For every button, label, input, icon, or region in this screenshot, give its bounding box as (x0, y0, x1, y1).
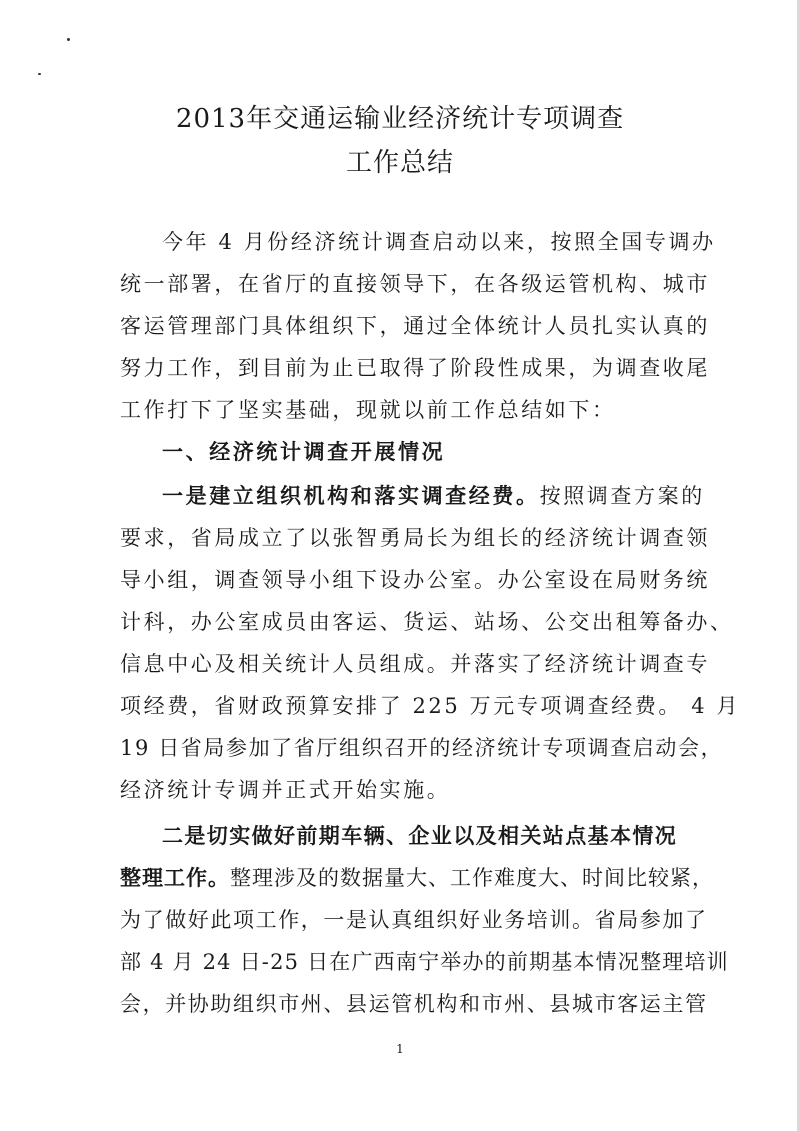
paragraph-3-bold-lead: 整理工作。 (120, 866, 230, 890)
page-number: 1 (396, 1042, 404, 1056)
paragraph-1-line: 努力工作，到目前为止已取得了阶段性成果，为调查收尾 (120, 356, 710, 380)
paragraph-1-line: 今年 4 月份经济统计调查启动以来，按照全国专调办 (162, 230, 716, 254)
paragraph-1-line: 客运管理部门具体组织下，通过全体统计人员扎实认真的 (120, 314, 710, 338)
document-title-line-1: 2013年交通运输业经济统计专项调查 (175, 104, 625, 134)
paragraph-2-line: 计科，办公室成员由客运、货运、站场、公交出租筹备办、 (120, 610, 734, 634)
paragraph-3-bold-line: 二是切实做好前期车辆、企业以及相关站点基本情况 (162, 824, 678, 848)
scan-speck (38, 73, 41, 75)
paragraph-2-line: 导小组，调查领导小组下设办公室。办公室设在局财务统 (120, 568, 710, 592)
paragraph-1-line: 统一部署，在省厅的直接领导下，在各级运管机构、城市 (120, 272, 710, 296)
paragraph-1-line: 工作打下了坚实基础，现就以前工作总结如下： (120, 398, 616, 422)
paragraph-3-line: 为了做好此项工作，一是认真组织好业务培训。省局参加了 (120, 908, 708, 932)
paragraph-2-line: 要求，省局成立了以张智勇局长为组长的经济统计调查领 (120, 526, 710, 550)
paragraph-2-line: 经济统计专调并正式开始实施。 (120, 778, 451, 802)
paragraph-3-line: 会，并协助组织市州、县运管机构和市州、县城市客运主管 (120, 992, 708, 1016)
paragraph-2-lead-rest: 按照调查方案的 (539, 484, 705, 508)
paragraph-2-line: 信息中心及相关统计人员组成。并落实了经济统计调查专 (120, 652, 710, 676)
scan-speck (67, 38, 70, 41)
section-heading: 一、经济统计调查开展情况 (162, 440, 446, 464)
paragraph-2-first-line (162, 480, 705, 510)
paragraph-3-second-line (120, 862, 714, 892)
document-title-line-2: 工作总结 (345, 148, 454, 178)
paragraph-2-bold-lead: 一是建立组织机构和落实调查经费。 (162, 484, 540, 508)
paragraph-3-lead-rest: 整理涉及的数据量大、工作难度大、时间比较紧， (230, 866, 714, 890)
paragraph-2-line: 项经费，省财政预算安排了 225 万元专项调查经费。 4 月 (120, 694, 741, 718)
paragraph-2-line: 19 日省局参加了省厅组织召开的经济统计专项调查启动会， (120, 736, 724, 760)
paragraph-3-line: 部 4 月 24 日-25 日在广西南宁举办的前期基本情况整理培训 (120, 950, 729, 974)
